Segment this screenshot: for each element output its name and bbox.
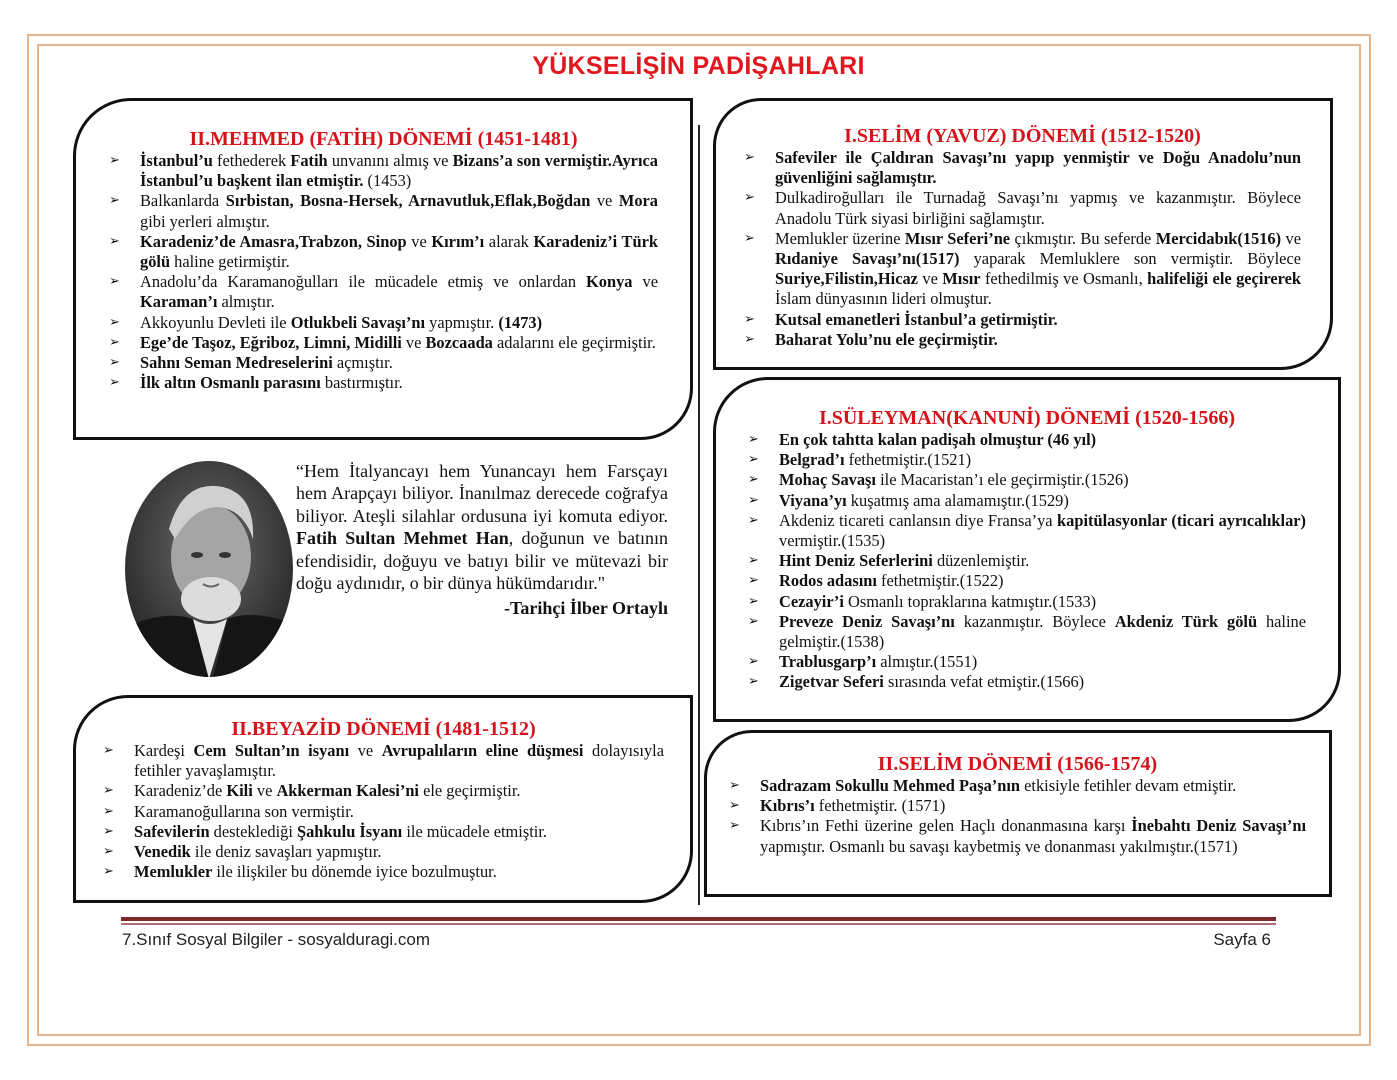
text-segment: İslam dünyasının lideri olmuştur. xyxy=(775,289,992,309)
list-item xyxy=(748,450,1306,470)
list-item xyxy=(103,741,664,781)
arrow-bullet-icon: ➢ xyxy=(729,798,740,814)
arrow-bullet-icon: ➢ xyxy=(748,553,759,569)
text-segment: Safevilerin xyxy=(134,821,210,841)
text-segment: ve xyxy=(1281,228,1301,248)
page-title: YÜKSELİŞİN PADİŞAHLARI xyxy=(532,52,865,80)
text-segment: Karadeniz’de Amasra,Trabzon, Sinop xyxy=(140,231,407,251)
list-item xyxy=(109,151,658,191)
text-segment: (1473) xyxy=(498,312,543,332)
arrow-bullet-icon: ➢ xyxy=(744,150,755,165)
text-segment: Baharat Yolu’nu ele geçirmiştir. xyxy=(775,329,998,349)
arrow-bullet-icon: ➢ xyxy=(109,314,120,330)
text-segment: yapmıştır. xyxy=(425,312,499,332)
footer-rule-thin xyxy=(121,923,1276,925)
list-item xyxy=(109,191,658,231)
list-item xyxy=(748,652,1306,672)
text-segment: ile mücadele etmiştir. xyxy=(402,821,547,841)
text-segment: Akkoyunlu Devleti ile xyxy=(140,312,291,332)
text-segment: Mısır Seferi’ne xyxy=(904,228,1011,248)
text-segment: ve xyxy=(590,191,619,211)
text-segment: kazanmıştır. Böylece xyxy=(954,611,1115,631)
text-segment: Kıbrıs’ı xyxy=(760,796,815,816)
selim2-heading: II.SELİM DÖNEMİ (1566-1574) xyxy=(877,753,1158,775)
list-item xyxy=(103,822,664,842)
text-segment: Konya xyxy=(586,272,633,292)
vertical-divider xyxy=(698,125,700,905)
text-segment: etkisiyle fetihler devam etmiştir. xyxy=(1020,776,1237,795)
text-segment: fethedilmiş ve Osmanlı, xyxy=(980,269,1148,289)
text-segment: Mercidabık(1516) xyxy=(1155,228,1282,248)
footer-rule xyxy=(121,917,1276,921)
text-segment: adalarını ele geçirmiştir. xyxy=(492,332,656,352)
arrow-bullet-icon: ➢ xyxy=(103,783,114,799)
list-item xyxy=(744,188,1301,228)
text-segment: , doğunun ve batının efendisidir, doğuyu ve batıyı bilir ve mütevazi bir doğu aydınıdır, o bir dünya hükümdarıdır." xyxy=(296,528,668,594)
text-segment: ve xyxy=(349,741,382,760)
text-segment: Rodos adasını xyxy=(779,571,877,591)
text-segment: ve xyxy=(406,231,432,251)
selim1-box xyxy=(713,98,1333,370)
arrow-bullet-icon: ➢ xyxy=(744,331,755,347)
arrow-bullet-icon: ➢ xyxy=(744,230,755,246)
text-segment: Suriye,Filistin,Hicaz xyxy=(775,269,918,289)
text-segment: fethetmiştir.(1521) xyxy=(844,450,972,470)
list-item xyxy=(748,511,1306,551)
list-item xyxy=(748,612,1306,652)
text-segment: Hint Deniz Seferlerini xyxy=(779,551,933,571)
arrow-bullet-icon: ➢ xyxy=(748,432,759,447)
arrow-bullet-icon: ➢ xyxy=(729,818,740,834)
text-segment: Safeviler ile Çaldıran Savaşı’nı yapıp yenmiştir ve Doğu Anadolu’nun güvenliğini sağlamıştır. xyxy=(775,148,1301,188)
text-segment: Kırım’ı xyxy=(431,231,485,251)
arrow-bullet-icon: ➢ xyxy=(744,311,755,327)
text-segment: Sadrazam Sokullu Mehmed Paşa’nın xyxy=(760,776,1021,795)
quote-author: -Tarihçi İlber Ortaylı xyxy=(504,598,668,619)
text-segment: “Hem İtalyancayı hem Yunancayı hem Farsçayı hem Arapçayı biliyor. İnanılmaz derecede coğrafya biliyor. Ateşli silahlar ordusuna iyi komuta ediyor. xyxy=(296,461,668,526)
list-item xyxy=(109,333,658,353)
text-segment: sırasında vefat etmiştir.(1566) xyxy=(883,672,1085,692)
text-segment: vermiştir.(1535) xyxy=(779,531,886,551)
arrow-bullet-icon: ➢ xyxy=(103,844,114,860)
arrow-bullet-icon: ➢ xyxy=(748,472,759,488)
text-segment: ve xyxy=(252,781,277,801)
list-item xyxy=(748,491,1306,511)
arrow-bullet-icon: ➢ xyxy=(103,743,114,758)
list-item xyxy=(109,373,658,393)
arrow-bullet-icon: ➢ xyxy=(103,823,114,839)
text-segment: Venedik xyxy=(134,842,191,862)
list-item xyxy=(748,430,1306,450)
text-segment: Kardeşi xyxy=(134,741,194,760)
text-segment: yapmıştır. Osmanlı bu savaşı kaybetmiş ve donanması yakılmıştır.(1571) xyxy=(760,836,1238,856)
list-item xyxy=(744,310,1301,330)
text-segment: Belgrad’ı xyxy=(779,450,845,470)
text-segment: Akdeniz Türk gölü xyxy=(1114,611,1258,631)
list-item xyxy=(748,470,1306,490)
text-segment: Karaman’ı xyxy=(140,292,218,312)
text-segment: Kıbrıs’ın Fethi üzerine gelen Haçlı donanmasına karşı xyxy=(760,816,1132,836)
text-segment: Preveze Deniz Savaşı’nı xyxy=(779,611,955,631)
beyazid-box xyxy=(73,695,693,903)
beyazid-list xyxy=(103,741,664,882)
list-item xyxy=(109,313,658,333)
arrow-bullet-icon: ➢ xyxy=(748,492,759,508)
arrow-bullet-icon: ➢ xyxy=(109,233,120,249)
arrow-bullet-icon: ➢ xyxy=(109,274,120,290)
text-segment: Bizans’a son vermiştir.Ayrıca İstanbul’u başkent ilan etmiştir. xyxy=(140,151,658,191)
text-segment: desteklediği xyxy=(209,821,297,841)
text-segment: İnebahtı Deniz Savaşı’nı xyxy=(1131,816,1306,836)
suleyman-heading: I.SÜLEYMAN(KANUNİ) DÖNEMİ (1520-1566) xyxy=(818,407,1236,429)
text-segment: Sahnı Seman Medreselerini xyxy=(140,353,333,373)
list-item xyxy=(748,592,1306,612)
text-segment: ve xyxy=(917,269,943,289)
footer-source: 7.Sınıf Sosyal Bilgiler - sosyalduragi.com xyxy=(122,930,431,949)
text-segment: Otlukbeli Savaşı’nı xyxy=(290,312,426,332)
arrow-bullet-icon: ➢ xyxy=(748,593,759,609)
text-segment: kuşatmış ama alamamıştır.(1529) xyxy=(846,490,1069,510)
selim2-box xyxy=(704,730,1332,897)
list-item xyxy=(103,862,664,882)
mehmed-heading: II.MEHMED (FATİH) DÖNEMİ (1451-1481) xyxy=(189,128,578,150)
footer-page-number: Sayfa 6 xyxy=(1213,930,1271,949)
text-segment: ve xyxy=(632,272,658,292)
list-item xyxy=(729,816,1306,856)
text-segment: Balkanlarda xyxy=(140,191,226,211)
arrow-bullet-icon: ➢ xyxy=(109,375,120,391)
list-item xyxy=(748,672,1306,692)
text-segment: Karadeniz’i Türk gölü xyxy=(140,231,658,272)
quote-block xyxy=(296,460,668,620)
selim1-heading: I.SELİM (YAVUZ) DÖNEMİ (1512-1520) xyxy=(844,125,1201,147)
text-segment: düzenlemiştir. xyxy=(932,551,1030,571)
list-item xyxy=(744,148,1301,188)
text-segment: Karadeniz’de xyxy=(134,781,227,801)
text-segment: Ege’de Taşoz, Eğriboz, Limni, Midilli xyxy=(140,332,402,352)
arrow-bullet-icon: ➢ xyxy=(109,334,120,350)
mehmed-list xyxy=(109,151,658,393)
arrow-bullet-icon: ➢ xyxy=(729,778,740,793)
text-segment: Karamanoğullarına son vermiştir. xyxy=(134,801,354,821)
text-segment: Anadolu’da Karamanoğulları ile mücadele etmiş ve onlardan xyxy=(140,272,587,292)
arrow-bullet-icon: ➢ xyxy=(748,613,759,629)
list-item xyxy=(748,571,1306,591)
text-segment: En çok tahtta kalan padişah olmuştur (46 yıl) xyxy=(779,430,1097,449)
list-item xyxy=(109,272,658,312)
text-segment: fethetmiştir. (1571) xyxy=(814,796,946,816)
text-segment: (1453) xyxy=(363,171,412,191)
arrow-bullet-icon: ➢ xyxy=(103,864,114,880)
list-item xyxy=(109,232,658,272)
suleyman-box xyxy=(713,377,1341,722)
text-segment: fethederek xyxy=(212,151,291,170)
text-segment: almıştır.(1551) xyxy=(876,652,978,672)
text-segment: Şahkulu İsyanı xyxy=(296,821,403,841)
text-segment: Kutsal emanetleri İstanbul’a getirmiştir. xyxy=(775,309,1058,329)
arrow-bullet-icon: ➢ xyxy=(748,452,759,468)
text-segment: unvanını almış ve xyxy=(327,151,453,170)
text-segment: ve xyxy=(401,332,426,352)
selim1-list xyxy=(744,148,1301,350)
text-segment: Cem Sultan’ın isyanı xyxy=(193,741,350,760)
portrait-image xyxy=(123,459,295,679)
text-segment: çıkmıştır. Bu seferde xyxy=(1010,228,1156,248)
arrow-bullet-icon: ➢ xyxy=(748,512,759,528)
arrow-bullet-icon: ➢ xyxy=(748,654,759,670)
text-segment: Fatih Sultan Mehmet Han xyxy=(296,528,509,549)
text-segment: ile Macaristan’ı ele geçirmiştir.(1526) xyxy=(875,470,1129,490)
arrow-bullet-icon: ➢ xyxy=(748,573,759,589)
text-segment: Mısır xyxy=(942,269,981,289)
text-segment: ele geçirmiştir. xyxy=(418,781,521,801)
text-segment: Memlukler üzerine xyxy=(775,228,905,248)
text-segment: açmıştır. xyxy=(332,353,393,373)
text-segment: ile ilişkiler bu dönemde iyice bozulmuştur. xyxy=(212,862,497,882)
suleyman-list xyxy=(748,430,1306,693)
quote-text xyxy=(296,460,668,594)
text-segment: Rıdaniye Savaşı’nı(1517) xyxy=(775,249,960,269)
arrow-bullet-icon: ➢ xyxy=(109,355,120,371)
text-segment: kapitülasyonlar (ticari ayrıcalıklar) xyxy=(1057,510,1306,530)
mehmed-box xyxy=(73,98,693,440)
text-segment: Zigetvar Seferi xyxy=(779,672,884,692)
text-segment: Dulkadiroğulları ile Turnadağ Savaşı’nı yapmış ve kazanmıştır. Böylece Anadolu Türk siyasi birliğini sağlamıştır. xyxy=(775,188,1301,228)
arrow-bullet-icon: ➢ xyxy=(109,193,120,209)
text-segment: Akdeniz ticareti canlansın diye Fransa’ya xyxy=(779,510,1058,530)
arrow-bullet-icon: ➢ xyxy=(109,153,120,168)
list-item xyxy=(729,796,1306,816)
text-segment: Bozcaada xyxy=(425,332,493,352)
text-segment: Cezayir’i xyxy=(779,591,844,611)
list-item xyxy=(103,781,664,801)
text-segment: Memlukler xyxy=(134,862,213,882)
text-segment: halifeliği ele geçirerek xyxy=(1147,269,1301,289)
text-segment: Trablusgarp’ı xyxy=(779,652,877,672)
text-segment: Mora xyxy=(618,191,658,211)
text-segment: Kili xyxy=(226,781,253,801)
arrow-bullet-icon: ➢ xyxy=(103,803,114,819)
beyazid-heading: II.BEYAZİD DÖNEMİ (1481-1512) xyxy=(231,718,536,740)
list-item xyxy=(748,551,1306,571)
text-segment: ile deniz savaşları yapmıştır. xyxy=(190,842,382,862)
text-segment: yaparak Memluklere son vermiştir. Böylece xyxy=(959,249,1301,269)
text-segment: haline getirmiştir. xyxy=(170,252,290,272)
list-item xyxy=(109,353,658,373)
text-segment: dolayısıyla fetihler yavaşlamıştır. xyxy=(134,741,664,781)
text-segment: Sırbistan, Bosna-Hersek, Arnavutluk,Eflak,Boğdan xyxy=(225,191,591,211)
text-segment: Osmanlı topraklarına katmıştır.(1533) xyxy=(843,591,1097,611)
text-segment: İstanbul’u xyxy=(140,151,213,170)
text-segment: alarak xyxy=(484,231,534,251)
text-segment: Viyana’yı xyxy=(779,490,847,510)
text-segment: İlk altın Osmanlı parasını xyxy=(140,373,321,393)
text-segment: gibi yerleri almıştır. xyxy=(140,211,270,231)
text-segment: Fatih xyxy=(290,151,328,170)
arrow-bullet-icon: ➢ xyxy=(744,190,755,206)
text-segment: bastırmıştır. xyxy=(320,373,403,393)
list-item xyxy=(744,229,1301,310)
list-item xyxy=(103,802,664,822)
list-item xyxy=(729,776,1306,796)
arrow-bullet-icon: ➢ xyxy=(748,674,759,690)
text-segment: Akkerman Kalesi’ni xyxy=(276,781,419,801)
text-segment: haline gelmiştir.(1538) xyxy=(779,611,1306,652)
list-item xyxy=(744,330,1301,350)
text-segment: Avrupalıların eline düşmesi xyxy=(381,741,584,760)
text-segment: almıştır. xyxy=(217,292,275,312)
list-item xyxy=(103,842,664,862)
selim2-list xyxy=(729,776,1306,857)
text-segment: Mohaç Savaşı xyxy=(779,470,876,490)
text-segment: fethetmiştir.(1522) xyxy=(876,571,1004,591)
